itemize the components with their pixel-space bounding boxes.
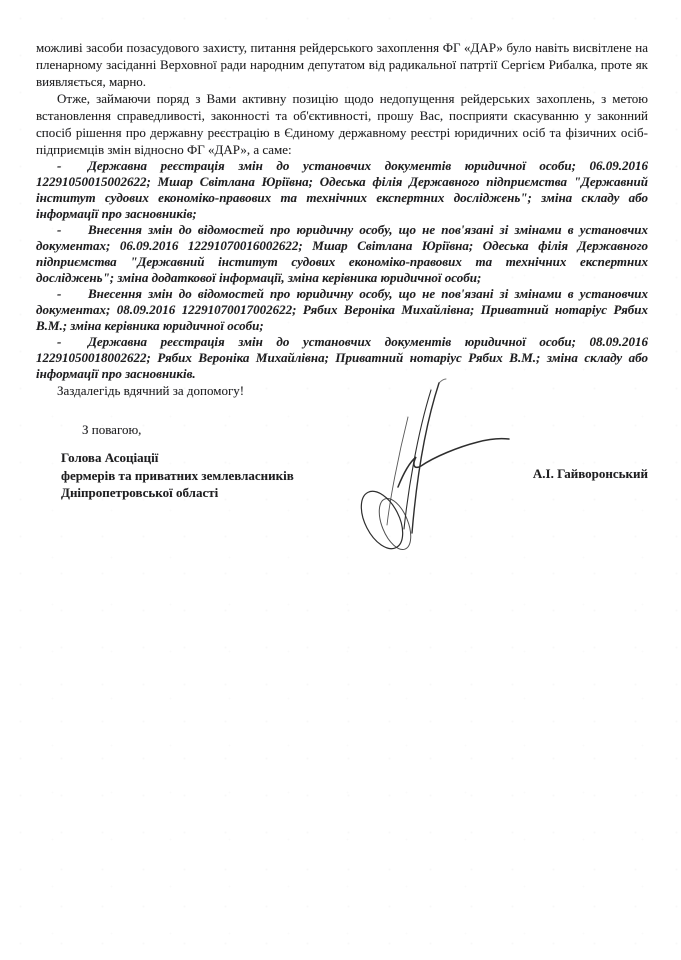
- list-item-text: Державна реєстрація змін до установчих документів юридичної особи; 06.09.2016 12291050015002622; Мшар Світлана Юріївна; Одеська філія Державного підприємства "Державний інститут судових економіко-правових та технічних експертних досліджень"; зміна складу або інформації про засновників;: [36, 158, 648, 221]
- list-item: [36, 286, 648, 334]
- letter-body: [36, 39, 648, 399]
- list-item-text: Внесення змін до відомостей про юридичну особу, що не пов'язані зі змінами в установчих документах; 08.09.2016 12291070017002622; Рябих Вероніка Михайлівна; Приватний нотаріус Рябих В.М.; зміна керівника юридичної особи;: [36, 286, 648, 333]
- list-item-text: Державна реєстрація змін до установчих документів юридичної особи; 08.09.2016 12291050018002622; Рябих Вероніка Михайлівна; Приватний нотаріус Рябих В.М.; зміна складу або інформації про засновників.: [36, 334, 648, 381]
- list-item: [36, 334, 648, 382]
- list-item: [36, 222, 648, 286]
- list-item-text: Внесення змін до відомостей про юридичну особу, що не пов'язані зі змінами в установчих документах; 06.09.2016 12291070016002622; Мшар Світлана Юріївна; Одеська філія Державного підприємства "Державний інститут судових економіко-правових та технічних експертних досліджень"; зміна додаткової інформації, зміна керівника юридичної особи;: [36, 222, 648, 285]
- list-dash: -: [57, 286, 62, 301]
- list-item: [36, 158, 648, 222]
- paragraph-request: Отже, займаючи поряд з Вами активну позицію щодо недопущення рейдерських захоплень, з метою встановлення справедливості, законності та об'єктивності, прошу Вас, посприяти скасуванню у законний спосіб рішення про державну реєстрацію в Єдиному державному реєстрі юридичних осіб та фізичних осіб-підприємців змін відносно ФГ «ДАР», а саме:: [36, 91, 648, 157]
- sender-title-line: фермерів та приватних землевласників: [61, 467, 294, 483]
- list-dash: -: [57, 222, 62, 237]
- handwritten-signature-icon: [320, 377, 530, 552]
- paragraph-continuation: можливі засоби позасудового захисту, питання рейдерського захоплення ФГ «ДАР» було навіть висвітлене на пленарному засіданні Верховної ради народним депутатом від радикальної патртії Сергієм Рибалка, проте як виявляється, марно.: [36, 40, 648, 89]
- registration-changes-list: [36, 158, 648, 382]
- gratitude-line: Заздалегідь вдячний за допомогу!: [57, 383, 245, 398]
- list-dash: -: [57, 158, 62, 173]
- list-dash: -: [57, 334, 62, 349]
- closing-salutation: З повагою,: [82, 422, 142, 437]
- signatory-name: А.І. Гайворонський: [532, 466, 648, 481]
- sender-title-line: Дніпропетровської області: [61, 485, 219, 500]
- sender-title-line: Голова Асоціації: [61, 450, 159, 465]
